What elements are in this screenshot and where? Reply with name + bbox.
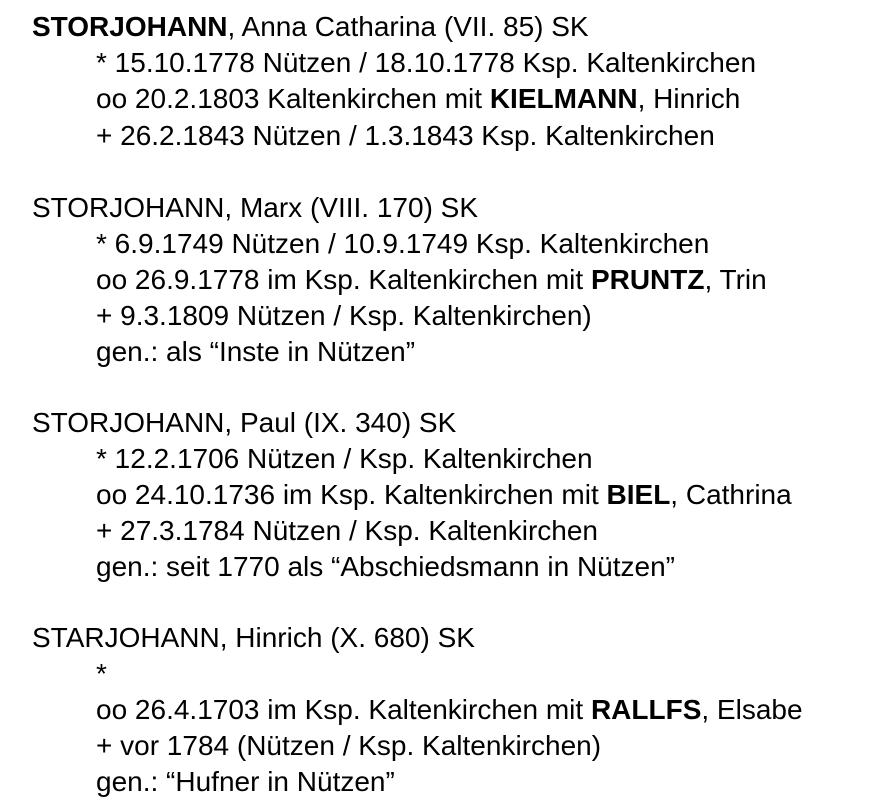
birth-line: * 12.2.1706 Nützen / Ksp. Kaltenkirchen	[96, 443, 593, 474]
spouse-surname: BIEL	[606, 479, 671, 510]
marriage-text: oo 26.4.1703 im Ksp. Kaltenkirchen mit	[96, 694, 591, 725]
entry-heading	[32, 405, 895, 441]
entry-hinrich	[32, 620, 895, 800]
person-surname: STORJOHANN	[32, 192, 225, 223]
spouse-given-name: , Elsabe	[701, 694, 803, 725]
occupation-line: gen.: “Hufner in Nützen”	[96, 766, 395, 797]
marriage-line	[32, 692, 895, 728]
occupation-line: gen.: als “Inste in Nützen”	[96, 336, 416, 367]
death-line: + 27.3.1784 Nützen / Ksp. Kaltenkirchen	[96, 515, 598, 546]
spouse-surname: PRUNTZ	[590, 264, 705, 295]
person-surname: STORJOHANN	[32, 407, 225, 438]
entry-anna-catharina	[32, 9, 895, 154]
person-surname: STARJOHANN	[32, 622, 220, 653]
spouse-surname: KIELMANN	[489, 83, 638, 114]
entry-heading	[32, 620, 895, 656]
person-details: , Marx (VIII. 170) SK	[224, 192, 479, 223]
person-surname: STORJOHANN	[32, 11, 228, 42]
birth-line: * 15.10.1778 Nützen / 18.10.1778 Ksp. Kaltenkirchen	[96, 47, 757, 78]
marriage-text: oo 26.9.1778 im Ksp. Kaltenkirchen mit	[96, 264, 591, 295]
spouse-given-name: , Cathrina	[670, 479, 792, 510]
person-details: , Anna Catharina (VII. 85) SK	[227, 11, 589, 42]
marriage-text: oo 20.2.1803 Kaltenkirchen mit	[96, 83, 490, 114]
spouse-given-name: , Trin	[704, 264, 767, 295]
occupation-line: gen.: seit 1770 als “Abschiedsmann in Nützen”	[96, 551, 675, 582]
entry-marx	[32, 190, 895, 370]
marriage-text: oo 24.10.1736 im Ksp. Kaltenkirchen mit	[96, 479, 607, 510]
spouse-surname: RALLFS	[590, 694, 702, 725]
death-line: + vor 1784 (Nützen / Ksp. Kaltenkirchen)	[96, 730, 602, 761]
birth-line: * 6.9.1749 Nützen / 10.9.1749 Ksp. Kaltenkirchen	[96, 228, 710, 259]
death-line: + 26.2.1843 Nützen / 1.3.1843 Ksp. Kaltenkirchen	[96, 120, 715, 151]
entry-heading	[32, 190, 895, 226]
entry-paul	[32, 405, 895, 585]
person-details: , Hinrich (X. 680) SK	[219, 622, 475, 653]
marriage-line	[32, 81, 895, 118]
spouse-given-name: , Hinrich	[637, 83, 741, 114]
entry-heading	[32, 9, 895, 45]
marriage-line	[32, 262, 895, 298]
person-details: , Paul (IX. 340) SK	[224, 407, 457, 438]
death-line: + 9.3.1809 Nützen / Ksp. Kaltenkirchen)	[96, 300, 592, 331]
birth-line: *	[96, 658, 107, 689]
marriage-line	[32, 477, 895, 513]
